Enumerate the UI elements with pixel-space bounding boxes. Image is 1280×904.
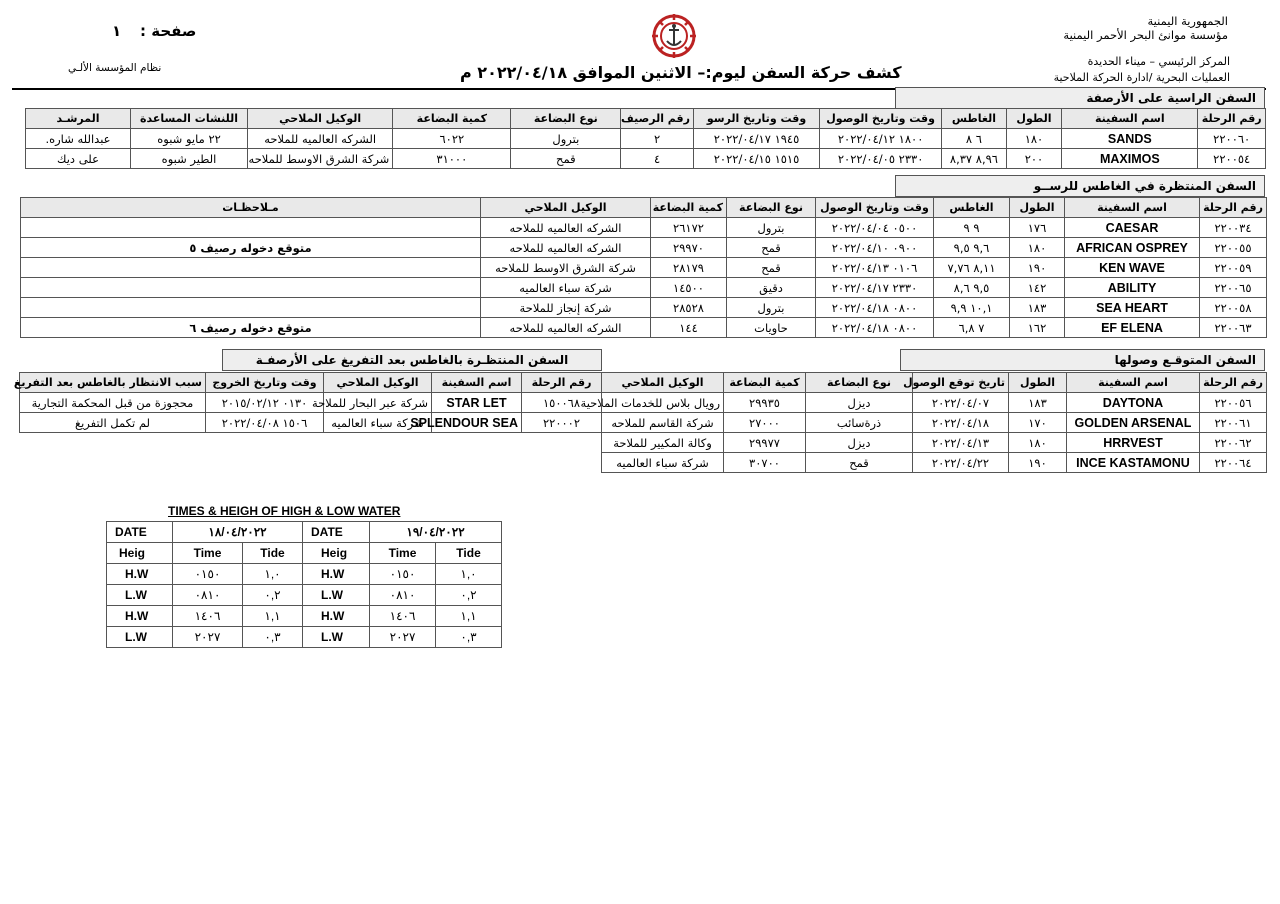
cell-eta: ٢٠٢٢/٠٤/١٣ — [913, 433, 1009, 453]
tide-cell-h: L.W — [107, 627, 173, 648]
org-line-1: الجمهورية اليمنية — [1147, 14, 1228, 28]
cell-tugs: الطير شبوه — [131, 149, 248, 169]
expected-section-title: السفن المتوقـع وصولها — [900, 349, 1265, 371]
tide-cell-h: L.W — [303, 585, 370, 606]
cell-length: ١٨٣ — [1009, 393, 1067, 413]
tide-cell-t: ٠٨١٠ — [370, 585, 436, 606]
cell-departure: ٠١٣٠ ٢٠١٥/٠٢/١٢ — [206, 393, 324, 413]
tide-row — [107, 606, 502, 627]
cell-qty: ٦٠٢٢ — [393, 129, 511, 149]
cell-agent: رويال بلاس للخدمات الملاحية — [602, 393, 724, 413]
cell-eta: ٢٠٢٢/٠٤/٠٧ — [913, 393, 1009, 413]
tide-cell-h: H.W — [107, 606, 173, 627]
cell-ship: DAYTONA — [1067, 393, 1200, 413]
tide-date-1: ١٨/٠٤/٢٠٢٢ — [173, 522, 303, 543]
cell-qty: ٢٩٩٧٧ — [724, 433, 806, 453]
cell-draft: ٧ ٦,٨ — [934, 318, 1010, 338]
cell-agent: الشركه العالميه للملاحه — [481, 218, 651, 238]
cell-length: ١٨٠ — [1006, 129, 1061, 149]
cell-voyage: ٢٢٠٠٦٠ — [1198, 129, 1266, 149]
cell-ship: AFRICAN OSPREY — [1065, 238, 1200, 258]
table-row — [602, 453, 1267, 473]
cell-agent: شركة القاسم للملاحه — [602, 413, 724, 433]
cell-berthing: ١٥١٥ ٢٠٢٢/٠٤/١٥ — [693, 149, 819, 169]
cell-cargo: حاويات — [727, 318, 816, 338]
expected-table — [580, 372, 1267, 473]
cell-qty: ٢٩٩٣٥ — [724, 393, 806, 413]
cell-draft: ٦ ٨ — [942, 129, 1007, 149]
cell-voyage: ٢٢٠٠٣٤ — [1200, 218, 1267, 238]
cell-qty: ١٤٤ — [651, 318, 727, 338]
cell-ship: SEA HEART — [1065, 298, 1200, 318]
table-row — [21, 218, 1267, 238]
cell-agent: شركة عبر البحار للملاحة — [324, 393, 432, 413]
column-header: الوكيل الملاحي — [481, 198, 651, 218]
cell-cargo: بترول — [511, 129, 621, 149]
berthed-table — [25, 108, 1266, 169]
tide-cell-h: L.W — [303, 627, 370, 648]
tide-cell-v: ٠,٢ — [243, 585, 303, 606]
table-row — [602, 433, 1267, 453]
cell-cargo: بترول — [727, 298, 816, 318]
cell-agent: الشركه العالميه للملاحه — [481, 238, 651, 258]
berthed-body — [26, 129, 1266, 169]
column-header: رقم الرصيف — [621, 109, 694, 129]
tides-title: TIMES & HEIGH OF HIGH & LOW WATER — [168, 504, 401, 518]
cell-draft: ٩ ٩ — [934, 218, 1010, 238]
cell-draft: ٩,٥ ٨,٦ — [934, 278, 1010, 298]
cell-ship: ABILITY — [1065, 278, 1200, 298]
table-row — [20, 413, 602, 433]
cell-arrival: ٠٩٠٠ ٢٠٢٢/٠٤/١٠ — [816, 238, 934, 258]
column-header: نوع البضاعة — [806, 373, 913, 393]
table-row — [21, 278, 1267, 298]
column-header: الوكيل الملاحي — [602, 373, 724, 393]
table-row — [602, 413, 1267, 433]
cell-voyage: ٢٢٠٠٦٣ — [1200, 318, 1267, 338]
tide-cell-h: H.W — [107, 564, 173, 585]
cell-voyage: ٢٢٠٠٥٨ — [1200, 298, 1267, 318]
column-header: الغاطس — [934, 198, 1010, 218]
cell-pilot: عبدالله شاره. — [26, 129, 131, 149]
expected-header-row — [602, 373, 1267, 393]
table-row — [26, 129, 1266, 149]
cell-tugs: ٢٢ مايو شبوه — [131, 129, 248, 149]
cell-voyage: ٢٢٠٠٠٢ — [522, 413, 602, 433]
cell-ship: GOLDEN ARSENAL — [1067, 413, 1200, 433]
column-header: الطول — [1006, 109, 1061, 129]
expected-body — [580, 393, 1267, 473]
col-heig-2: Heig — [303, 543, 370, 564]
column-header: وقت وتاريخ الوصول — [820, 109, 942, 129]
cell-berthing: ١٩٤٥ ٢٠٢٢/٠٤/١٧ — [693, 129, 819, 149]
column-header: الوكيل الملاحي — [248, 109, 393, 129]
cell-arrival: ٠٥٠٠ ٢٠٢٢/٠٤/٠٤ — [816, 218, 934, 238]
column-header: كمية البضاعة — [724, 373, 806, 393]
cell-length: ١٨٣ — [1010, 298, 1065, 318]
tide-cell-v: ١,٠ — [243, 564, 303, 585]
column-header: اسم السفينة — [1065, 198, 1200, 218]
cell-eta: ٢٠٢٢/٠٤/٢٢ — [913, 453, 1009, 473]
cell-length: ١٧٦ — [1010, 218, 1065, 238]
cell-voyage: ٢٢٠٠٥٥ — [1200, 238, 1267, 258]
cell-arrival: ٠٨٠٠ ٢٠٢٢/٠٤/١٨ — [816, 318, 934, 338]
cell-draft: ٩,٦ ٩,٥ — [934, 238, 1010, 258]
waiting-section-title: السفن المنتظـرة بالغاطس بعد التفريغ على الأرصفـة — [222, 349, 602, 371]
table-row — [26, 149, 1266, 169]
column-header: الطول — [1010, 198, 1065, 218]
table-row — [21, 238, 1267, 258]
tide-cell-t: ٠١٥٠ — [173, 564, 243, 585]
cell-agent: شركة الشرق الاوسط للملاحه — [248, 149, 393, 169]
cell-agent: شركة إنجاز للملاحة — [481, 298, 651, 318]
tide-cell-t: ٠١٥٠ — [370, 564, 436, 585]
org-line-3: المركز الرئيسي – ميناء الحديدة — [1087, 55, 1230, 68]
col-time-2: Time — [370, 543, 436, 564]
table-row — [21, 258, 1267, 278]
cell-qty: ٢٨١٧٩ — [651, 258, 727, 278]
cell-cargo: قمح — [727, 258, 816, 278]
port-logo-icon — [650, 12, 698, 60]
tide-cell-t: ٢٠٢٧ — [370, 627, 436, 648]
column-header: الوكيل الملاحي — [324, 373, 432, 393]
cell-voyage: ٢٢٠٠٥٩ — [1200, 258, 1267, 278]
column-header: وقت وتاريخ الوصول — [816, 198, 934, 218]
cell-reason: محجوزة من قبل المحكمة التجارية — [20, 393, 206, 413]
tide-date-2: ١٩/٠٤/٢٠٢٢ — [370, 522, 502, 543]
cell-ship: EF ELENA — [1065, 318, 1200, 338]
cell-qty: ٣٠٧٠٠ — [724, 453, 806, 473]
cell-arrival: ٠٨٠٠ ٢٠٢٢/٠٤/١٨ — [816, 298, 934, 318]
column-header: الطول — [1009, 373, 1067, 393]
cell-reason: لم تكمل التفريغ — [20, 413, 206, 433]
cell-cargo: قمح — [806, 453, 913, 473]
org-subheader — [1054, 54, 1230, 86]
anchorage-table — [20, 197, 1267, 338]
table-row — [21, 318, 1267, 338]
tides-header-row — [107, 543, 502, 564]
cell-notes — [21, 278, 481, 298]
cell-length: ١٤٢ — [1010, 278, 1065, 298]
cell-cargo: دقيق — [727, 278, 816, 298]
tides-body — [107, 564, 502, 648]
column-header: اسم السفينة — [1062, 109, 1198, 129]
cell-ship: KEN WAVE — [1065, 258, 1200, 278]
cell-cargo: ذرةسائب — [806, 413, 913, 433]
cell-voyage: ٢٢٠٠٦٢ — [1200, 433, 1267, 453]
cell-ship: STAR LET — [432, 393, 522, 413]
cell-agent: شركة سباء العالميه — [602, 453, 724, 473]
cell-arrival: ٢٣٣٠ ٢٠٢٢/٠٤/٠٥ — [820, 149, 942, 169]
table-row — [602, 393, 1267, 413]
cell-qty: ٢٧٠٠٠ — [724, 413, 806, 433]
column-header: المرشـد — [26, 109, 131, 129]
cell-length: ١٨٠ — [1010, 238, 1065, 258]
cell-notes: متوقع دخوله رصيف ٦ — [21, 318, 481, 338]
tides-table — [106, 521, 502, 648]
cell-qty: ٢٩٩٧٠ — [651, 238, 727, 258]
tide-cell-t: ٠٨١٠ — [173, 585, 243, 606]
cell-qty: ٣١٠٠٠ — [393, 149, 511, 169]
column-header: كمية البضاعة — [651, 198, 727, 218]
tides-date-row — [107, 522, 502, 543]
waiting-table — [13, 372, 602, 433]
column-header: رقم الرحلة — [1200, 198, 1267, 218]
page-title: كشف حركة السفن ليوم:– الاثنين الموافق ٢٠٢٢/٠٤/١٨ م — [460, 63, 902, 82]
cell-qty: ٢٨٥٢٨ — [651, 298, 727, 318]
cell-arrival: ٠١٠٦ ٢٠٢٢/٠٤/١٣ — [816, 258, 934, 278]
cell-cargo: قمح — [727, 238, 816, 258]
cell-agent: وكالة المكيير للملاحة — [602, 433, 724, 453]
cell-cargo: ديزل — [806, 393, 913, 413]
tide-cell-h: H.W — [303, 564, 370, 585]
cell-length: ١٧٠ — [1009, 413, 1067, 433]
cell-voyage: ١٥٠٠٦٨ — [522, 393, 602, 413]
cell-voyage: ٢٢٠٠٦٥ — [1200, 278, 1267, 298]
anchorage-body — [21, 218, 1267, 338]
berthed-section-title: السفن الراسية على الأرصفة — [895, 87, 1265, 109]
cell-agent: الشركه العالميه للملاحه — [481, 318, 651, 338]
cell-departure: ١٥٠٦ ٢٠٢٢/٠٤/٠٨ — [206, 413, 324, 433]
column-header: مـلاحظـات — [21, 198, 481, 218]
tide-cell-v: ٠,٣ — [243, 627, 303, 648]
org-header — [1063, 14, 1228, 42]
tide-row — [107, 564, 502, 585]
cell-pilot: على ديك — [26, 149, 131, 169]
org-line-4: العمليات البحرية /ادارة الحركة الملاحية — [1053, 71, 1230, 84]
column-header: وقت وتاريخ الخروج — [206, 373, 324, 393]
cell-length: ١٦٢ — [1010, 318, 1065, 338]
page-number: ١ — [112, 22, 122, 40]
tide-cell-v: ٠,٣ — [436, 627, 502, 648]
waiting-body — [20, 393, 602, 433]
tide-cell-t: ٢٠٢٧ — [173, 627, 243, 648]
cell-notes — [21, 298, 481, 318]
cell-berth: ٢ — [621, 129, 694, 149]
column-header: نوع البضاعة — [727, 198, 816, 218]
date-label-2: DATE — [303, 522, 370, 543]
cell-notes — [21, 258, 481, 278]
cell-arrival: ١٨٠٠ ٢٠٢٢/٠٤/١٢ — [820, 129, 942, 149]
anchorage-header-row — [21, 198, 1267, 218]
cell-cargo: بترول — [727, 218, 816, 238]
waiting-header-row — [20, 373, 602, 393]
cell-length: ١٨٠ — [1009, 433, 1067, 453]
cell-voyage: ٢٢٠٠٦٤ — [1200, 453, 1267, 473]
tide-cell-v: ٠,٢ — [436, 585, 502, 606]
col-heig-1: Heig — [107, 543, 173, 564]
column-header: كمية البضاعة — [393, 109, 511, 129]
cell-notes — [21, 218, 481, 238]
cell-voyage: ٢٢٠٠٥٦ — [1200, 393, 1267, 413]
page-label: صفحة : — [140, 22, 197, 40]
table-row — [21, 298, 1267, 318]
col-tide-1: Tide — [243, 543, 303, 564]
cell-ship: SANDS — [1062, 129, 1198, 149]
column-header: وقت وتاريخ الرسو — [693, 109, 819, 129]
cell-notes: متوقع دخوله رصيف ٥ — [21, 238, 481, 258]
column-header: اللنشات المساعدة — [131, 109, 248, 129]
col-tide-2: Tide — [436, 543, 502, 564]
col-time-1: Time — [173, 543, 243, 564]
tide-cell-t: ١٤٠٦ — [173, 606, 243, 627]
column-header: الغاطس — [942, 109, 1007, 129]
tide-cell-h: L.W — [107, 585, 173, 606]
tide-cell-v: ١,١ — [436, 606, 502, 627]
anchorage-section-title: السفن المنتظرة في الغاطس للرســو — [895, 175, 1265, 197]
cell-arrival: ٢٣٣٠ ٢٠٢٢/٠٤/١٧ — [816, 278, 934, 298]
org-line-2: مؤسسة موانئ البحر الأحمر اليمنية — [1063, 28, 1228, 42]
tide-cell-v: ١,١ — [243, 606, 303, 627]
column-header: اسم السفينة — [1067, 373, 1200, 393]
tide-row — [107, 627, 502, 648]
cell-ship: SPLENDOUR SEA — [432, 413, 522, 433]
cell-draft: ١٠,١ ٩,٩ — [934, 298, 1010, 318]
cell-agent: الشركه العالميه للملاحه — [248, 129, 393, 149]
tide-cell-v: ١,٠ — [436, 564, 502, 585]
cell-eta: ٢٠٢٢/٠٤/١٨ — [913, 413, 1009, 433]
cell-qty: ١٤٥٠٠ — [651, 278, 727, 298]
column-header: نوع البضاعة — [511, 109, 621, 129]
tide-cell-h: H.W — [303, 606, 370, 627]
cell-agent: شركة سباء العالميه — [324, 413, 432, 433]
column-header: تاريخ توقع الوصول — [913, 373, 1009, 393]
cell-cargo: ديزل — [806, 433, 913, 453]
cell-cargo: قمح — [511, 149, 621, 169]
cell-length: ٢٠٠ — [1006, 149, 1061, 169]
cell-length: ١٩٠ — [1009, 453, 1067, 473]
tide-cell-t: ١٤٠٦ — [370, 606, 436, 627]
cell-ship: HRRVEST — [1067, 433, 1200, 453]
cell-ship: CAESAR — [1065, 218, 1200, 238]
cell-agent: شركة الشرق الاوسط للملاحه — [481, 258, 651, 278]
cell-length: ١٩٠ — [1010, 258, 1065, 278]
cell-agent: شركة سباء العالميه — [481, 278, 651, 298]
column-header: رقم الرحلة — [1198, 109, 1266, 129]
berthed-header-row — [26, 109, 1266, 129]
column-header: رقم الرحلة — [522, 373, 602, 393]
date-label-1: DATE — [107, 522, 173, 543]
cell-ship: INCE KASTAMONU — [1067, 453, 1200, 473]
table-row — [20, 393, 602, 413]
cell-voyage: ٢٢٠٠٦١ — [1200, 413, 1267, 433]
tide-row — [107, 585, 502, 606]
column-header: اسم السفينة — [432, 373, 522, 393]
column-header: سبب الانتظار بالغاطس بعد التفريغ — [20, 373, 206, 393]
cell-voyage: ٢٢٠٠٥٤ — [1198, 149, 1266, 169]
cell-berth: ٤ — [621, 149, 694, 169]
column-header: رقم الرحلة — [1200, 373, 1267, 393]
cell-draft: ٨,١١ ٧,٧٦ — [934, 258, 1010, 278]
cell-ship: MAXIMOS — [1062, 149, 1198, 169]
cell-draft: ٨,٩٦ ٨,٣٧ — [942, 149, 1007, 169]
cell-qty: ٢٦١٧٢ — [651, 218, 727, 238]
system-label: نظام المؤسسة الألـي — [68, 62, 162, 74]
